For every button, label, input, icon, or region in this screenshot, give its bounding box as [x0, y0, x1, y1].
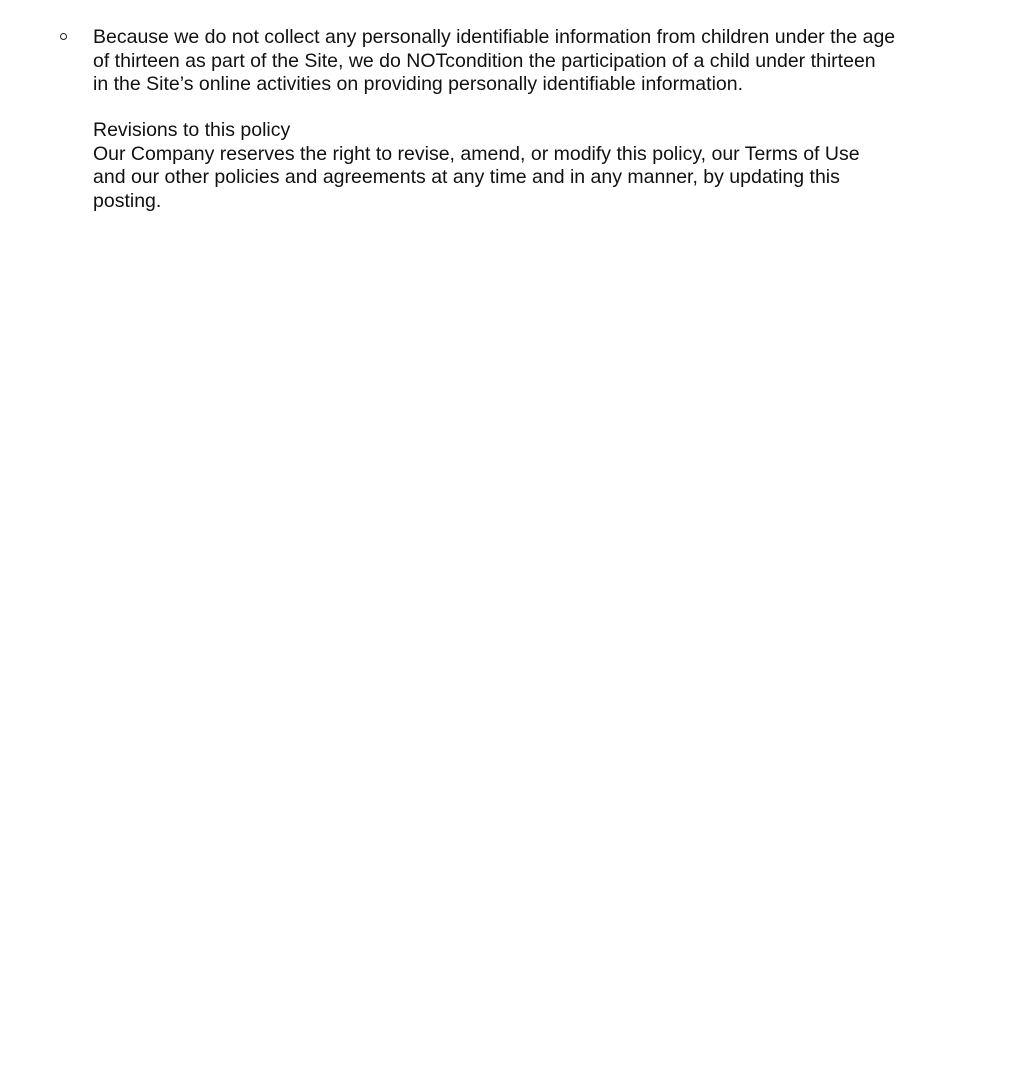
revisions-section	[93, 119, 953, 213]
hollow-circle-bullet-icon	[60, 33, 67, 40]
section-heading: Revisions to this policy	[93, 119, 291, 141]
section-body-text: Our Company reserves the right to revise, amend, or modify this policy, our Terms of Use and our other policies and agreements at any time and in any manner, by updating this posting.	[93, 142, 860, 212]
bullet-item-text: Because we do not collect any personally identifiable information from children under the age of thirteen as part of the Site, we do NOTcondition the participation of a child under thirteen in the Site’s online activities on providing personally identifiable information.	[93, 26, 896, 95]
